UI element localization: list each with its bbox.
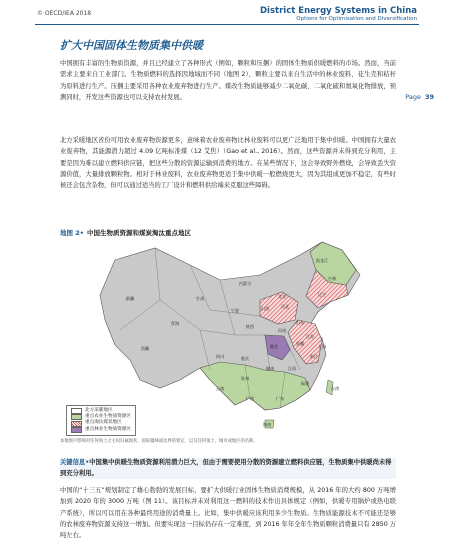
map-region-label: 海南: [262, 422, 272, 427]
legend-label: 重点林业生物质资源区: [85, 426, 131, 432]
map-region-label: 江西: [287, 366, 297, 371]
map-region-label: 新疆: [125, 296, 135, 301]
map-region-label: 河南: [277, 328, 287, 333]
map-legend: [66, 405, 136, 436]
map-region-label: 安徽: [295, 341, 305, 346]
map-region-label: 内蒙古: [238, 281, 252, 286]
map-region-label: 四川: [215, 354, 225, 359]
map-label: 地图 2•: [60, 229, 84, 237]
legend-swatch: [71, 414, 82, 420]
map-region-label: 山东: [295, 320, 305, 325]
map-region-label: 云南: [215, 386, 225, 391]
header-copyright: © OECD/IEA 2018: [37, 10, 92, 17]
paragraph-3: 中国的“十三五”规划制定了雄心勃勃的发展目标，要扩大供暖行业固体生物质消费规模，从 2016 年的大约 800 万吨增加到 2020 年的 3000 万吨（图 11）。该目标并未对利用这一燃料的技术作出具体规定（例如，供暖专用锅炉或热电联产系统），所以可以用在各种最终用途的消费量上。比如，集中供暖应该利用多少生物质。生物质能源技术不可能还是够的农林废弃物资源支持这一增加。但要实现这一目标仍存在一定难度，到 2016 年年全年生物质颗粒消费量只有 2850 万吨左右。: [60, 487, 397, 540]
legend-swatch: [71, 408, 82, 414]
legend-swatch: [71, 421, 82, 427]
map-region-label: 宁夏: [230, 308, 240, 313]
legend-label: 北方采暖地区: [85, 408, 113, 413]
map-region-label: 辽宁: [317, 292, 327, 297]
map-region-label: 山西: [260, 306, 270, 311]
report-title: District Energy Systems in China: [260, 6, 417, 16]
page-value: 39: [424, 93, 434, 101]
legend-item-forest: [71, 427, 131, 433]
map-disclaimer: 本地图不影响对任何领土之主权归属现状、国际疆域或边界的划定、以及任何领土、城市或地区的名称。: [60, 439, 258, 444]
legend-label: 重点农业生物质资源区: [85, 414, 131, 420]
legend-label: 重点淘汰煤炭地区: [85, 420, 122, 426]
map-region-label: 湖南: [265, 366, 275, 371]
map-region-label: 青海: [170, 321, 180, 326]
map-region-label: 广东: [275, 396, 285, 401]
map-title: 中国生物质资源和煤炭淘汰重点地区: [86, 229, 191, 237]
map-region-label: 上海: [317, 344, 327, 349]
map-caption: [60, 228, 191, 237]
paragraph-2: 北方采暖地区省份可用农业废弃物资源更多，意味着农业废弃物比林业废料可以更广泛地用于集中供暖。中国拥有大量农业废弃物，其能源潜力超过 4.09 亿吨标准煤（12 艾焦）（Gao et al., 2016）。然而，这些资源并未得到充分利用，主要是因为难以建立燃料供应链，把这些分散的资源运输到消费的地方。在某些情况下，这会导致野外燃烧，会导致丢失资源价值，大量排放颗粒物。相对于林业废料，农业废弃物更适于集中供暖一般燃烧更大，因为其组成更加不稳定，有些时候还会包含杂物，但可以通过适当的工厂设计和燃料供给端来克服这些障碍。: [60, 137, 396, 190]
map-region-label: 北京: [277, 294, 287, 299]
map-region-label: 湖北: [269, 344, 279, 349]
paragraph-1: 中国拥有丰富的生物质资源，并且已经建立了各种形式（例如，颗粒和压捆）的固体生物质供暖燃料的市场。然而，当前需求主要来自工业部门。生物质燃料的选择因地域而不同（地图 2），颗粒主要以来自生活中的林业废料、花生壳和秸秆为原料进行生产。压捆主要采用各种农业废弃物进行生产。煤改生物质能够减少二氧化碳、二氧化硫和氮氧化物排放，预测同时，开发这些资源也可以支持农村发展。: [60, 60, 396, 101]
map-region-label: 台湾: [330, 386, 340, 391]
map-region-label: 江苏: [305, 334, 315, 339]
map-region-label: 广西: [245, 396, 255, 401]
map-region-label: 重庆: [240, 356, 250, 361]
map-region-label: 浙江: [309, 354, 319, 359]
section-heading: 扩大中国固体生物质集中供暖: [60, 39, 203, 52]
map-region-label: 西藏: [140, 346, 150, 351]
key-message: [60, 458, 396, 479]
map-region-label: 贵州: [240, 376, 250, 381]
legend-swatch: [71, 427, 82, 433]
header-divider: [35, 24, 419, 25]
report-subtitle: Options for Optimisation and Diversification: [296, 16, 417, 22]
map-region-label: 河北: [280, 304, 290, 309]
map-region-label: 黑龙江: [315, 258, 329, 263]
map-region-label: 吉林: [327, 276, 337, 281]
header-report-title: [260, 6, 417, 22]
page-number: [405, 93, 434, 101]
key-message-label: 关键信息•: [60, 459, 90, 466]
map-region-label: 陕西: [245, 324, 255, 329]
map-region-label: 福建: [300, 381, 310, 386]
key-message-text: 中国集中供暖生物质资源利用潜力巨大，但由于需要使用分散的资源建立燃料供应链，生物质集中供暖尚未得到充分利用。: [60, 459, 392, 477]
page-label: Page: [405, 93, 421, 101]
map-region-label: 甘肃: [195, 296, 205, 301]
